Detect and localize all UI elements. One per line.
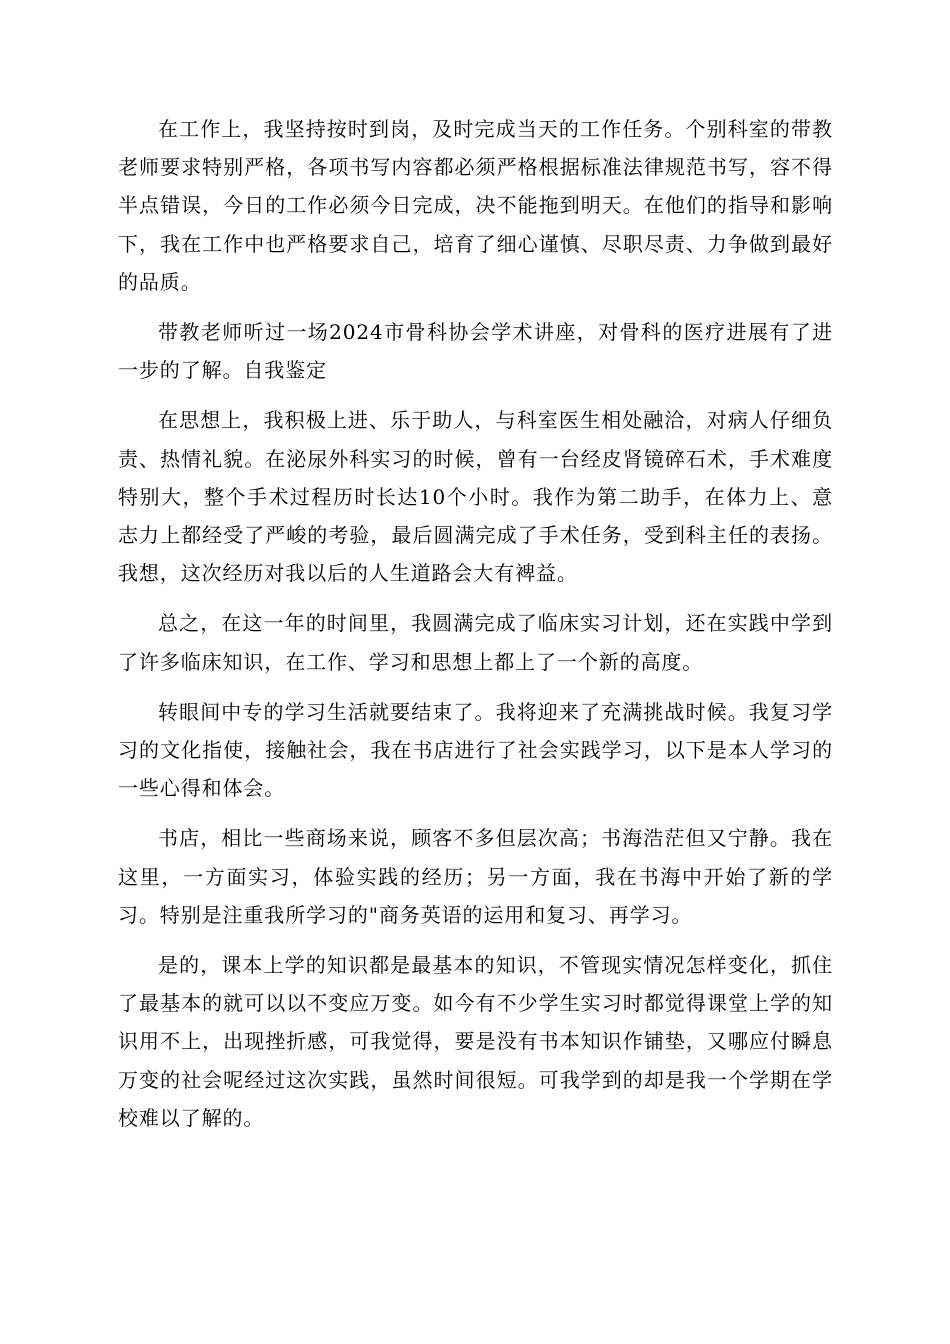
paragraph-work-attitude: 在工作上，我坚持按时到岗，及时完成当天的工作任务。个别科室的带教老师要求特别严格，各项书写内容都必须严格根据标准法律规范书写，容不得半点错误，今日的工作必须今日完成，决不能拖到明天。在他们的指导和影响下，我在工作中也严格要求自己，培育了细心谨慎、尽职尽责、力争做到最好的品质。: [118, 117, 833, 294]
paragraph-lecture: 带教老师听过一场2024市骨科协会学术讲座，对骨科的医疗进展有了进一步的了解。自我鉴定: [118, 320, 833, 383]
paragraph-bookstore: 书店，相比一些商场来说，顾客不多但层次高；书海浩茫但又宁静。我在这里，一方面实习，体验实践的经历；另一方面，我在书海中开始了新的学习。特别是注重我所学习的"商务英语的运用和复习、再学习。: [118, 826, 833, 927]
paragraph-knowledge: 是的，课本上学的知识都是最基本的知识，不管现实情况怎样变化，抓住了最基本的就可以以不变应万变。如今有不少学生实习时都觉得课堂上学的知识用不上，出现挫折感，可我觉得，要是没有书本知识作铺垫，又哪应付瞬息万变的社会呢经过这次实践，虽然时间很短。可我学到的却是我一个学期在学校难以了解的。: [118, 953, 833, 1130]
paragraph-thinking: 在思想上，我积极上进、乐于助人，与科室医生相处融洽，对病人仔细负责、热情礼貌。在泌尿外科实习的时候，曾有一台经皮肾镜碎石术，手术难度特别大，整个手术过程历时长达10个小时。我作为第二助手，在体力上、意志力上都经受了严峻的考验，最后圆满完成了手术任务，受到科主任的表扬。我想，这次经历对我以后的人生道路会大有裨益。: [118, 408, 833, 586]
paragraph-graduation: 转眼间中专的学习生活就要结束了。我将迎来了充满挑战时候。我复习学习的文化指使，接触社会，我在书店进行了社会实践学习，以下是本人学习的一些心得和体会。: [118, 699, 833, 801]
paragraph-summary: 总之，在这一年的时间里，我圆满完成了临床实习计划，还在实践中学到了许多临床知识，在工作、学习和思想上都上了一个新的高度。: [118, 611, 833, 674]
document-page: [118, 110, 833, 1149]
